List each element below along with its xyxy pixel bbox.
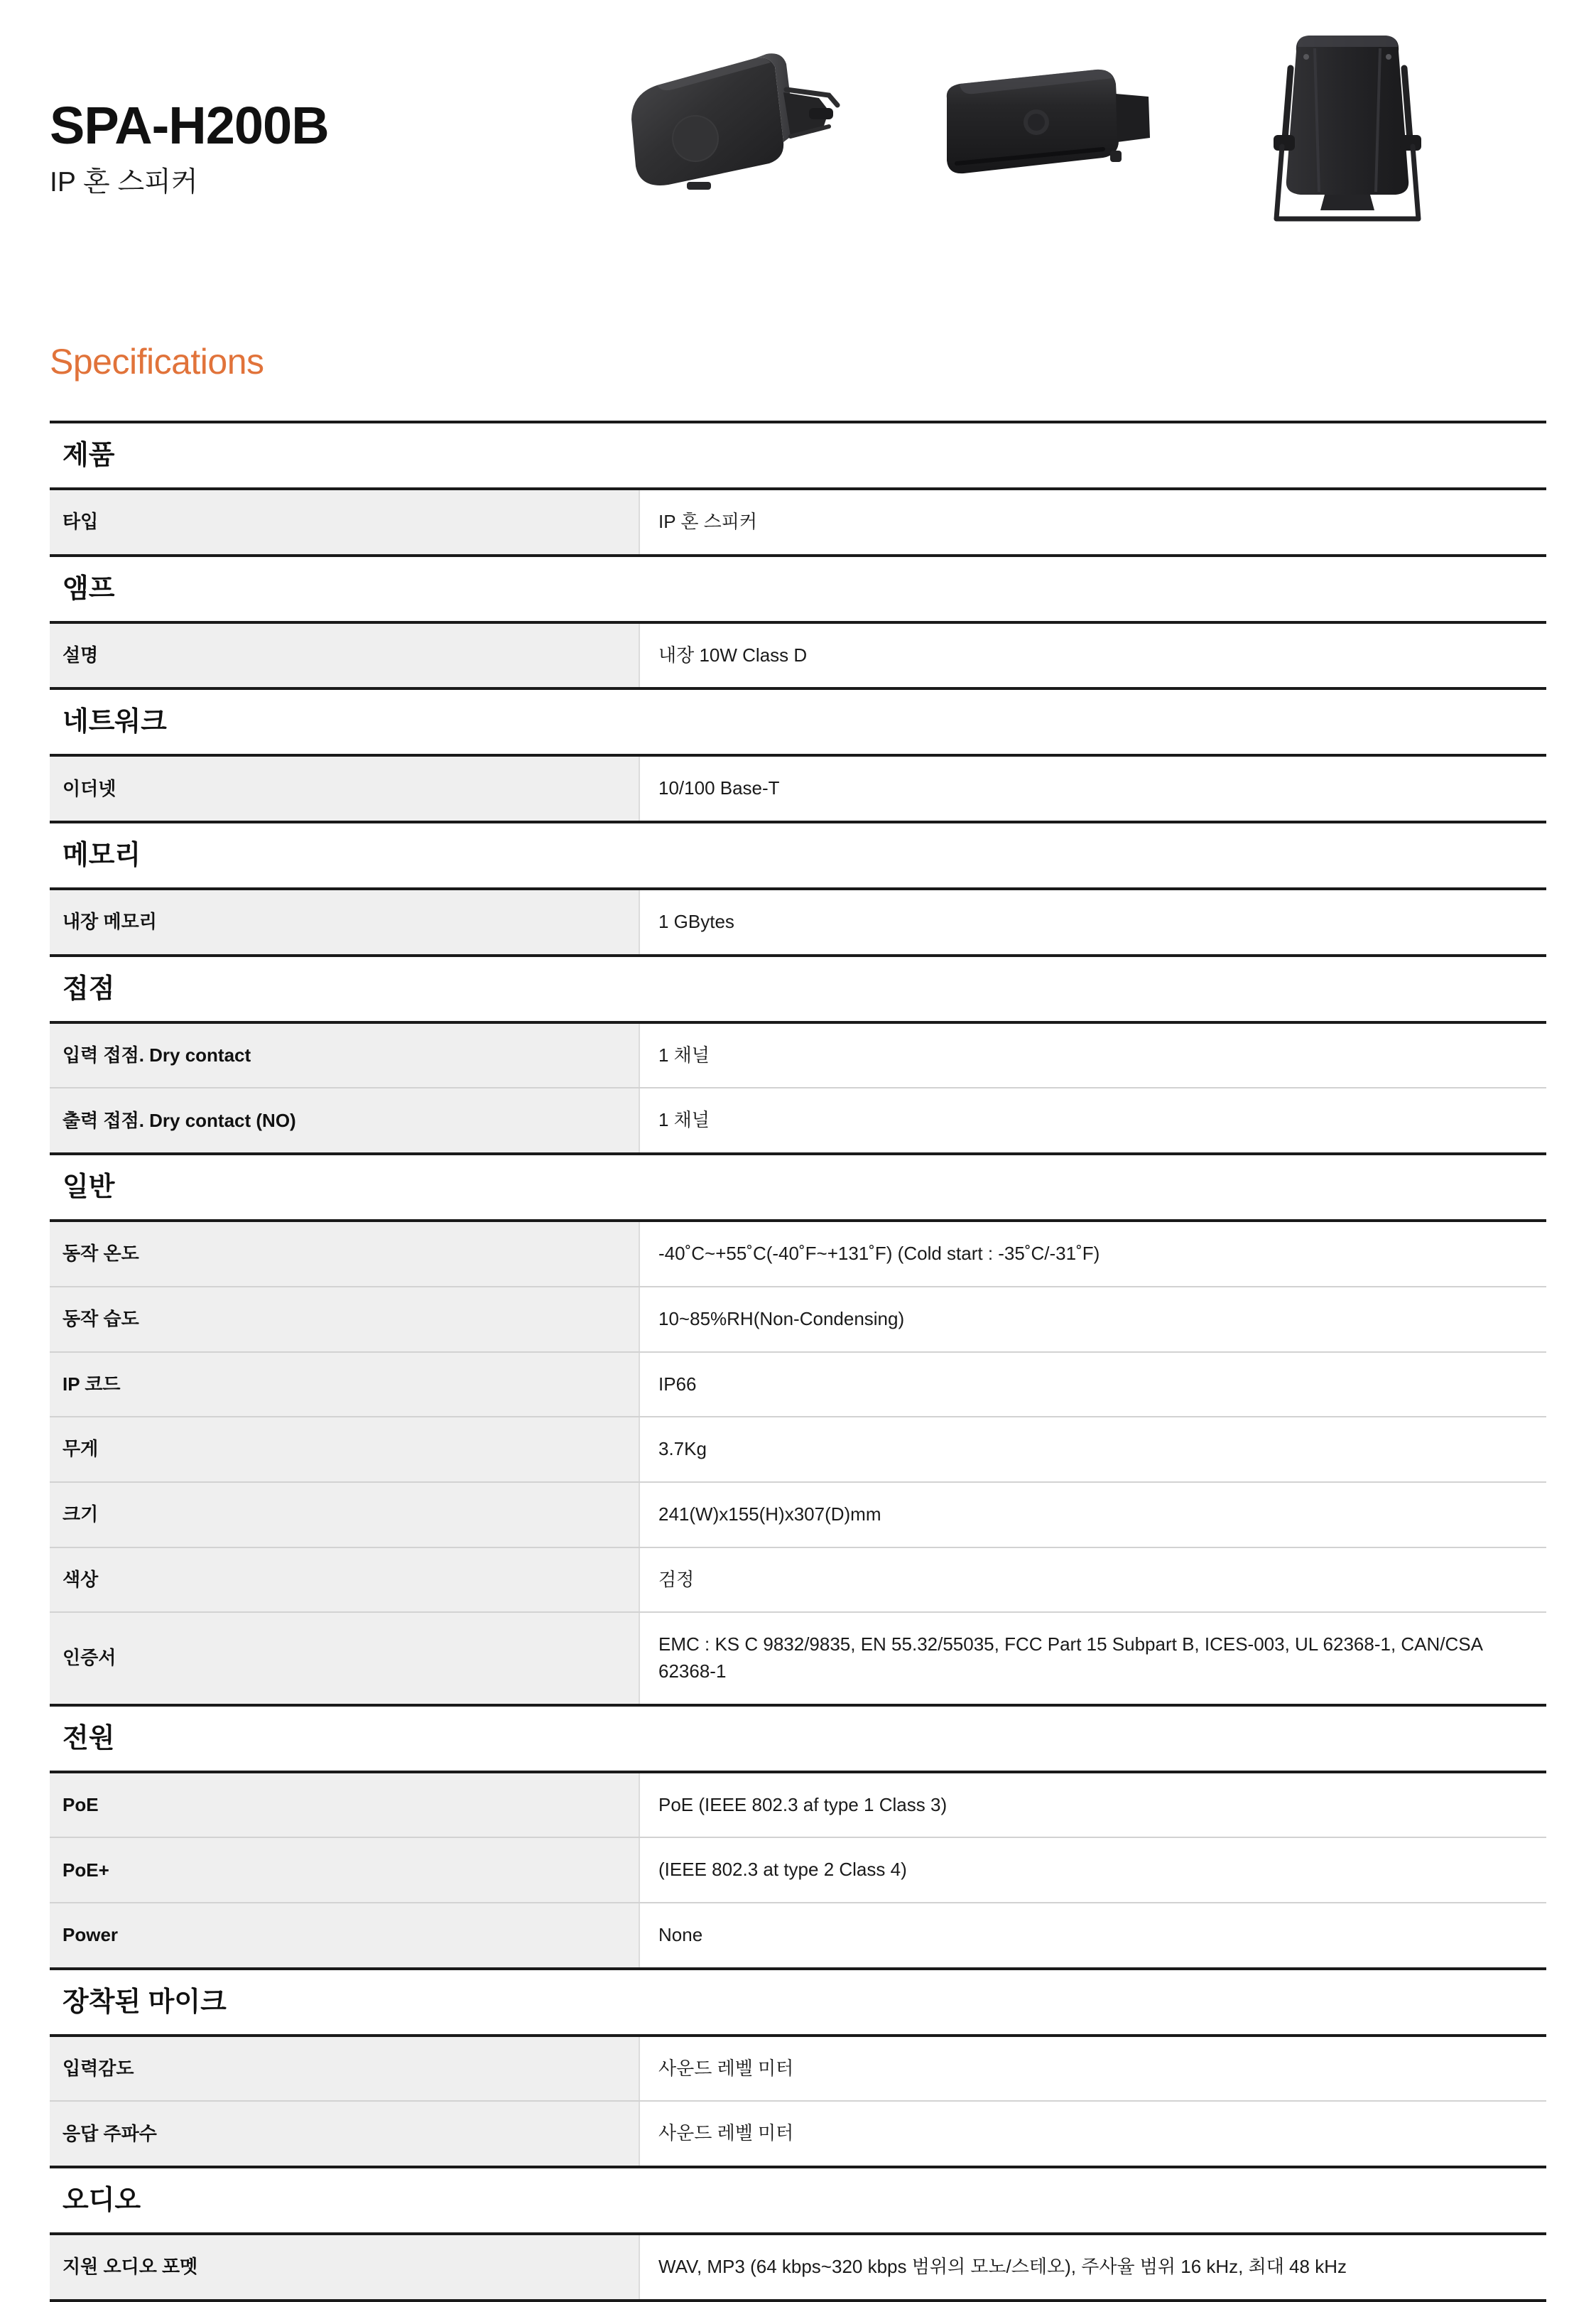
section-title: 오디오 xyxy=(63,2185,141,2216)
table-row xyxy=(50,1482,1546,1547)
spec-key: PoE+ xyxy=(50,1837,639,1903)
spec-key: Power xyxy=(50,1903,639,1969)
table-row xyxy=(50,1547,1546,1613)
spec-value: None xyxy=(639,1903,1546,1969)
table-row xyxy=(50,2036,1546,2102)
section-header-row xyxy=(50,1154,1546,1221)
table-row xyxy=(50,1221,1546,1287)
spec-value: PoE (IEEE 802.3 af type 1 Class 3) xyxy=(639,1772,1546,1838)
section-header-row xyxy=(50,556,1546,622)
spec-key: 지원 오디오 포멧 xyxy=(50,2234,639,2301)
spec-value: 사운드 레벨 미터 xyxy=(639,2101,1546,2167)
spec-value: -40˚C~+55˚C(-40˚F~+131˚F) (Cold start : -35˚C/-31˚F) xyxy=(639,1221,1546,1287)
section-title: 장착된 마이크 xyxy=(63,1987,227,2017)
spec-key: 출력 접점. Dry contact (NO) xyxy=(50,1088,639,1154)
spec-key: 응답 주파수 xyxy=(50,2101,639,2167)
title-block xyxy=(50,96,329,198)
table-row xyxy=(50,889,1546,956)
spec-value: 사운드 레벨 미터 xyxy=(639,2036,1546,2102)
section-header-row xyxy=(50,688,1546,755)
section-header-row xyxy=(50,2167,1546,2234)
table-row xyxy=(50,1772,1546,1838)
product-subtitle: IP 혼 스피커 xyxy=(50,167,198,198)
spec-value: 1 GBytes xyxy=(639,889,1546,956)
table-row xyxy=(50,1352,1546,1417)
section-header-row xyxy=(50,956,1546,1022)
section-title: 접점 xyxy=(63,973,115,1004)
section-title: 제품 xyxy=(63,441,115,470)
spec-value: IP66 xyxy=(639,1352,1546,1417)
table-row xyxy=(50,2101,1546,2167)
section-title: 네트워크 xyxy=(63,707,167,737)
table-row xyxy=(50,1088,1546,1154)
spec-value: EMC : KS C 9832/9835, EN 55.32/55035, FCC Part 15 Subpart B, ICES-003, UL 62368-1, CAN/CSA 62368-1 xyxy=(639,1612,1546,1704)
spec-value: IP 혼 스피커 xyxy=(639,489,1546,556)
table-row xyxy=(50,2234,1546,2301)
table-row xyxy=(50,1287,1546,1352)
table-row xyxy=(50,489,1546,556)
section-header-row xyxy=(50,1705,1546,1772)
spec-key: 타입 xyxy=(50,489,639,556)
spec-key: 인증서 xyxy=(50,1612,639,1704)
table-row xyxy=(50,1417,1546,1482)
spec-key: 이더넷 xyxy=(50,755,639,822)
page-title: SPA-H200B xyxy=(50,96,329,155)
section-title: 앰프 xyxy=(63,573,115,604)
section-title: 전원 xyxy=(63,1723,115,1753)
spec-key: 입력감도 xyxy=(50,2036,639,2102)
spec-value: 검정 xyxy=(639,1547,1546,1613)
product-photo-rear-bracket xyxy=(1241,14,1454,227)
spec-key: 색상 xyxy=(50,1547,639,1613)
table-row xyxy=(50,1903,1546,1969)
table-row xyxy=(50,755,1546,822)
section-header-row xyxy=(50,422,1546,489)
spec-key: PoE xyxy=(50,1772,639,1838)
spec-value: 3.7Kg xyxy=(639,1417,1546,1482)
specifications-table xyxy=(50,421,1546,2302)
spec-key: 무게 xyxy=(50,1417,639,1482)
table-row xyxy=(50,1837,1546,1903)
spec-value: (IEEE 802.3 at type 2 Class 4) xyxy=(639,1837,1546,1903)
spec-key: 동작 습도 xyxy=(50,1287,639,1352)
section-title: 메모리 xyxy=(63,841,141,871)
spec-value: 10/100 Base-T xyxy=(639,755,1546,822)
section-title: 일반 xyxy=(63,1172,115,1203)
product-photo-side xyxy=(935,50,1170,192)
page-header xyxy=(50,0,1546,298)
spec-key: 설명 xyxy=(50,622,639,689)
spec-value: 241(W)x155(H)x307(D)mm xyxy=(639,1482,1546,1547)
spec-key: 동작 온도 xyxy=(50,1221,639,1287)
product-image-gallery xyxy=(616,14,1539,249)
spec-key: 입력 접점. Dry contact xyxy=(50,1022,639,1088)
spec-key: IP 코드 xyxy=(50,1352,639,1417)
spec-key: 내장 메모리 xyxy=(50,889,639,956)
table-row xyxy=(50,622,1546,689)
spec-value: WAV, MP3 (64 kbps~320 kbps 범위의 모노/스테오), 주사율 범위 16 kHz, 최대 48 kHz xyxy=(639,2234,1546,2301)
table-row xyxy=(50,1612,1546,1704)
section-header-row xyxy=(50,822,1546,889)
spec-value: 1 채널 xyxy=(639,1088,1546,1154)
spec-value: 1 채널 xyxy=(639,1022,1546,1088)
product-photo-angled-front xyxy=(616,43,857,206)
table-row xyxy=(50,1022,1546,1088)
spec-value: 내장 10W Class D xyxy=(639,622,1546,689)
spec-value: 10~85%RH(Non-Condensing) xyxy=(639,1287,1546,1352)
specifications-heading: Specifications xyxy=(50,342,264,382)
specifications-body xyxy=(50,422,1546,2301)
section-header-row xyxy=(50,1969,1546,2036)
spec-key: 크기 xyxy=(50,1482,639,1547)
